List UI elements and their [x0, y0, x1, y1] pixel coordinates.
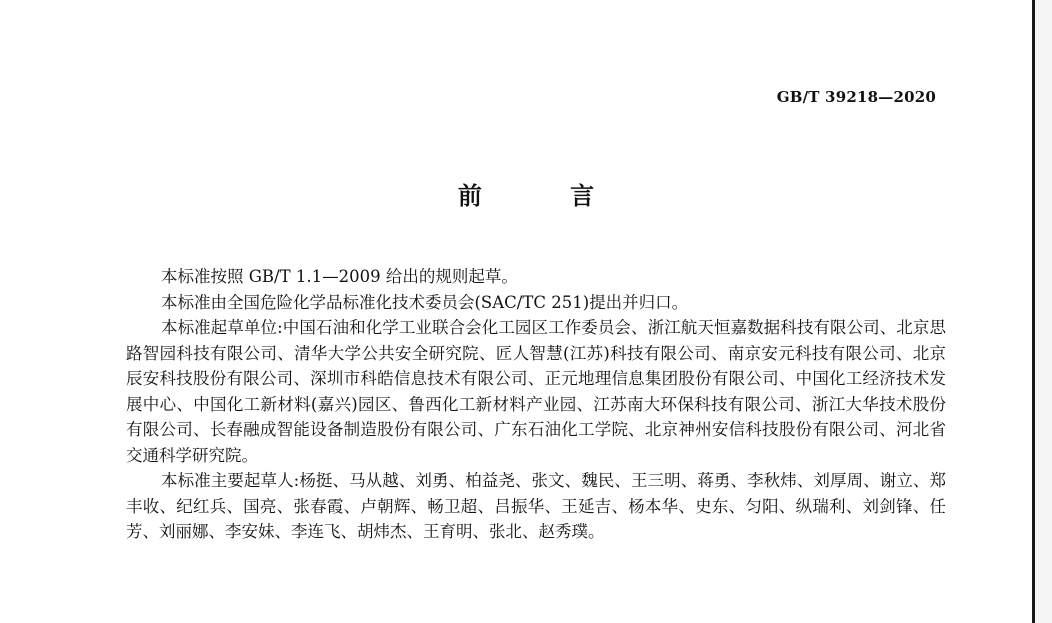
- paragraph-drafters: 本标准主要起草人:杨挺、马从越、刘勇、柏益尧、张文、魏民、王三明、蒋勇、李秋炜、刘厚周、谢立、郑丰收、纪红兵、国亮、张春霞、卢朝辉、畅卫超、吕振华、王延吉、杨本华、史东、匀阳、纵瑞利、刘剑锋、任芳、刘丽娜、李安妹、李连飞、胡炜杰、王育明、张北、赵秀璞。: [126, 471, 946, 541]
- paragraph-proposer: 本标准由全国危险化学品标准化技术委员会(SAC/TC 251)提出并归口。: [161, 292, 689, 312]
- foreword-body: [126, 264, 946, 545]
- page-title: 前 言: [457, 181, 635, 210]
- paragraph-drafting-rules: 本标准按照 GB/T 1.1—2009 给出的规则起草。: [161, 267, 518, 286]
- page-edge-border: [1032, 0, 1035, 623]
- standard-number: GB/T 39218—2020: [776, 88, 936, 106]
- paragraph-drafting-units: 本标准起草单位:中国石油和化学工业联合会化工园区工作委员会、浙江航天恒嘉数据科技有限公司、北京思路智园科技有限公司、清华大学公共安全研究院、匠人智慧(江苏)科技有限公司、南京安元科技有限公司、北京辰安科技股份有限公司、深圳市科皓信息技术有限公司、正元地理信息集团股份有限公司、中国化工经济技术发展中心、中国化工新材料(嘉兴)园区、鲁西化工新材料产业园、江苏南大环保科技有限公司、浙江大华技术股份有限公司、长春融成智能设备制造股份有限公司、广东石油化工学院、北京神州安信科技股份有限公司、河北省交通科学研究院。: [126, 318, 946, 465]
